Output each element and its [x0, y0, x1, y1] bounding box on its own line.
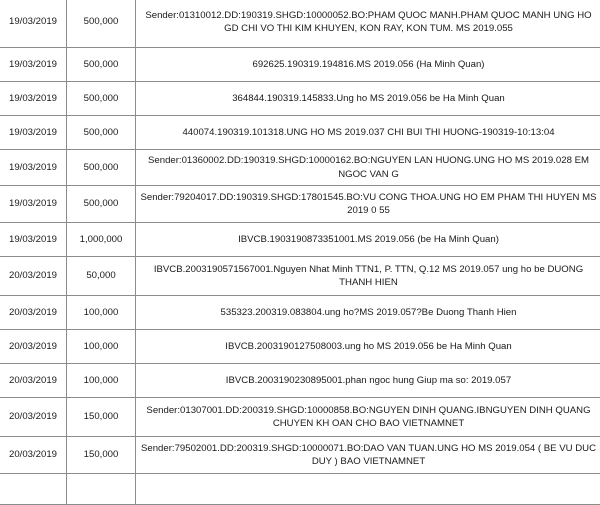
description-cell: IBVCB.2003190127508003.ung ho MS 2019.056 be Ha Minh Quan: [136, 330, 600, 364]
table-row: [0, 437, 600, 474]
amount-cell: 50,000: [67, 257, 136, 296]
date-cell: 20/03/2019: [0, 296, 67, 330]
date-cell: 20/03/2019: [0, 398, 67, 437]
table-row: [0, 257, 600, 296]
amount-cell: [67, 474, 136, 505]
date-cell: 19/03/2019: [0, 82, 67, 116]
table-row: [0, 398, 600, 437]
table-row: [0, 296, 600, 330]
amount-cell: 150,000: [67, 437, 136, 474]
amount-cell: 500,000: [67, 186, 136, 223]
description-cell: 535323.200319.083804.ung ho?MS 2019.057?Be Duong Thanh Hien: [136, 296, 600, 330]
date-cell: 20/03/2019: [0, 437, 67, 474]
date-cell: 19/03/2019: [0, 186, 67, 223]
date-cell: 19/03/2019: [0, 150, 67, 186]
date-cell: 20/03/2019: [0, 364, 67, 398]
table-row: [0, 186, 600, 223]
description-cell: IBVCB.2003190571567001.Nguyen Nhat Minh TTN1, P. TTN, Q.12 MS 2019.057 ung ho be DUONG THANH HIEN: [136, 257, 600, 296]
amount-cell: 500,000: [67, 150, 136, 186]
description-cell: [136, 474, 600, 505]
description-cell: Sender:79502001.DD:200319.SHGD:10000071.BO:DAO VAN TUAN.UNG HO MS 2019.054 ( BE VU DUC DUY ) BAO VIETNAMNET: [136, 437, 600, 474]
description-cell: IBVCB.2003190230895001.phan ngoc hung Giup ma so: 2019.057: [136, 364, 600, 398]
amount-cell: 500,000: [67, 116, 136, 150]
description-cell: Sender:01307001.DD:200319.SHGD:10000858.BO:NGUYEN DINH QUANG.IBNGUYEN DINH QUANG CHUYEN KH OAN CHO BAO VIETNAMNET: [136, 398, 600, 437]
date-cell: [0, 474, 67, 505]
table-row: [0, 116, 600, 150]
amount-cell: 1,000,000: [67, 223, 136, 257]
date-cell: 20/03/2019: [0, 330, 67, 364]
table-row: [0, 82, 600, 116]
date-cell: 19/03/2019: [0, 116, 67, 150]
date-cell: 19/03/2019: [0, 223, 67, 257]
table-row: [0, 150, 600, 186]
description-cell: Sender:01360002.DD:190319.SHGD:10000162.BO:NGUYEN LAN HUONG.UNG HO MS 2019.028 EM NGOC VAN G: [136, 150, 600, 186]
description-cell: 692625.190319.194816.MS 2019.056 (Ha Minh Quan): [136, 48, 600, 82]
table-row: [0, 48, 600, 82]
table-row: [0, 0, 600, 48]
table-row: [0, 364, 600, 398]
description-cell: 364844.190319.145833.Ung ho MS 2019.056 be Ha Minh Quan: [136, 82, 600, 116]
amount-cell: 100,000: [67, 296, 136, 330]
table-row: [0, 474, 600, 505]
date-cell: 20/03/2019: [0, 257, 67, 296]
amount-cell: 150,000: [67, 398, 136, 437]
description-cell: 440074.190319.101318.UNG HO MS 2019.037 CHI BUI THI HUONG-190319-10:13:04: [136, 116, 600, 150]
table-row: [0, 223, 600, 257]
amount-cell: 500,000: [67, 0, 136, 48]
amount-cell: 100,000: [67, 330, 136, 364]
amount-cell: 500,000: [67, 82, 136, 116]
amount-cell: 500,000: [67, 48, 136, 82]
description-cell: IBVCB.1903190873351001.MS 2019.056 (be Ha Minh Quan): [136, 223, 600, 257]
date-cell: 19/03/2019: [0, 48, 67, 82]
amount-cell: 100,000: [67, 364, 136, 398]
date-cell: 19/03/2019: [0, 0, 67, 48]
description-cell: Sender:01310012.DD:190319.SHGD:10000052.BO:PHAM QUOC MANH.PHAM QUOC MANH UNG HO GD CHI VO THI KIM KHUYEN, KON RAY, KON TUM. MS 2019.055: [136, 0, 600, 48]
table-row: [0, 330, 600, 364]
description-cell: Sender:79204017.DD:190319.SHGD:17801545.BO:VU CONG THOA.UNG HO EM PHAM THI HUYEN MS 2019 0 55: [136, 186, 600, 223]
